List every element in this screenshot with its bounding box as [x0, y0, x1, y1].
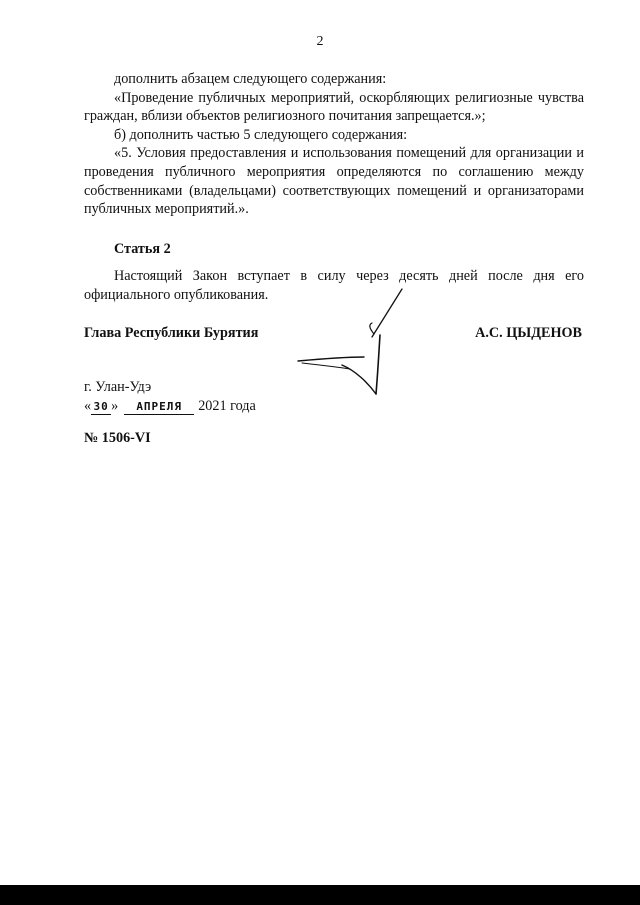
- signer-name: А.С. ЦЫДЕНОВ: [475, 325, 582, 341]
- date-line: [84, 397, 256, 416]
- paragraph: б) дополнить частью 5 следующего содержания:: [114, 126, 408, 143]
- place-date-block: [84, 378, 256, 416]
- paragraph: «Проведение публичных мероприятий, оскорбляющих религиозные чувства граждан, вблизи объектов религиозного почитания запрещается.»;: [84, 89, 584, 125]
- handwritten-signature: [290, 285, 420, 400]
- paragraph: дополнить абзацем следующего содержания:: [114, 71, 387, 87]
- date-month: АПРЕЛЯ: [124, 400, 194, 415]
- date-open-quote: «: [84, 398, 92, 414]
- article-title: Статья 2: [114, 240, 171, 257]
- document-body: [84, 70, 584, 305]
- paragraph: «5. Условия предоставления и использования помещений для организации и проведения публичного мероприятия определяются по соглашению между собственниками (владельцами) соответствующих помещений и организаторами публичных мероприятий.».: [84, 145, 584, 218]
- scan-edge: [0, 885, 640, 905]
- city: г. Улан-Удэ: [84, 379, 152, 395]
- date-day: 30: [91, 400, 111, 415]
- law-number: № 1506-VI: [84, 430, 151, 446]
- date-close-quote: »: [111, 398, 119, 414]
- page-number: 2: [316, 34, 324, 49]
- article-text: Настоящий Закон вступает в силу через десять дней после дня его официального опубликования.: [84, 268, 584, 303]
- date-year: 2021 года: [198, 398, 256, 414]
- signer-role: Глава Республики Бурятия: [84, 325, 259, 341]
